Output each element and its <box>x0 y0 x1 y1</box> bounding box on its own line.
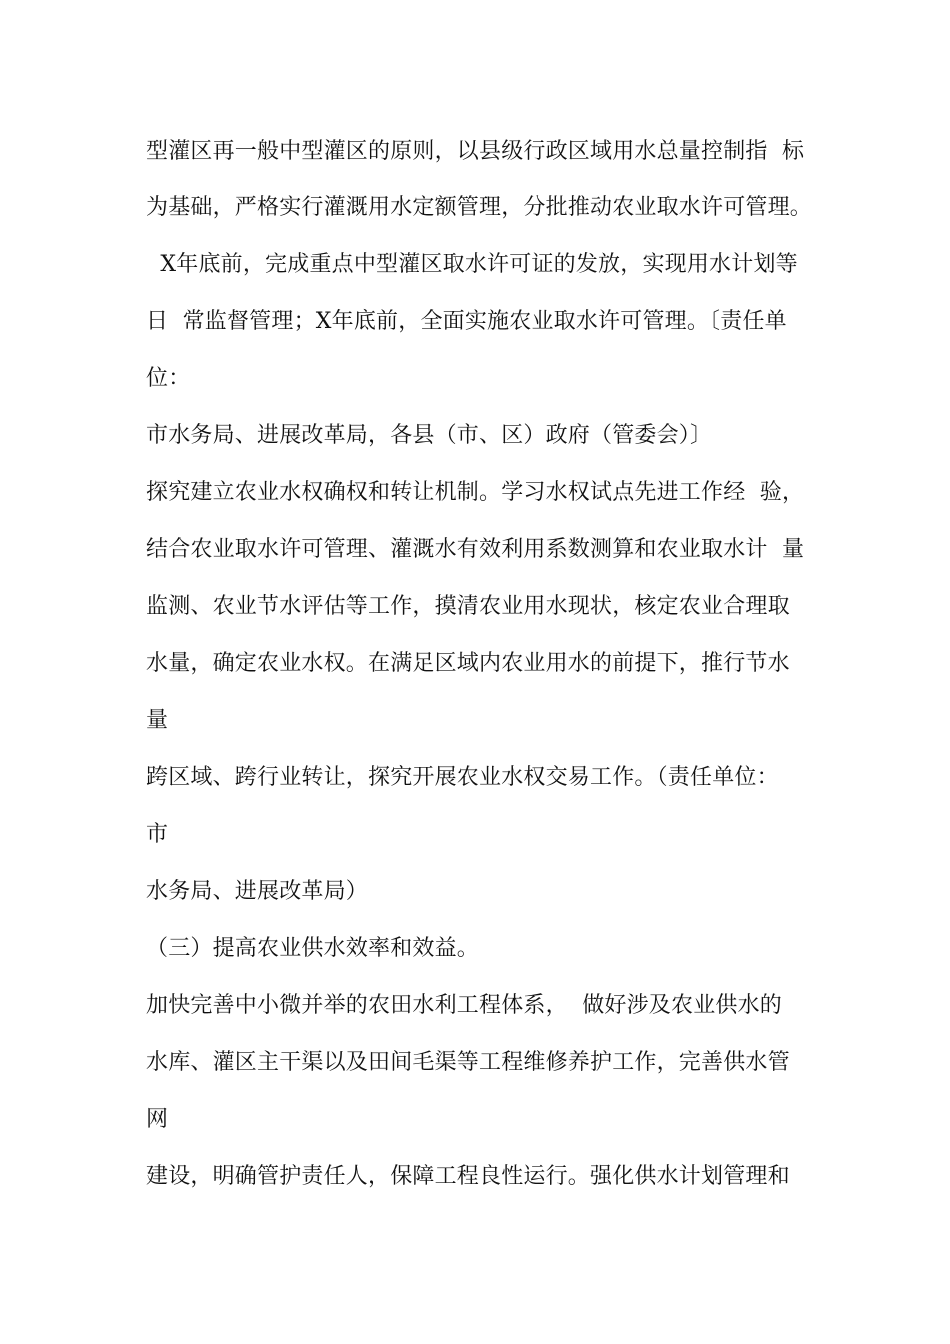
text-line: X年底前，完成重点中型灌区取水许可证的发放，实现用水计划等 <box>146 252 798 277</box>
text-line: 探究建立农业水权确权和转让机制。学习水权试点先进工作经 验， <box>146 480 805 505</box>
text-line: 网 <box>146 1107 169 1132</box>
text-line: 结合农业取水许可管理、灌溉水有效利用系数测算和农业取水计 量 <box>146 537 805 562</box>
text-line: 水库、灌区主干渠以及田间毛渠等工程维修养护工作，完善供水管 <box>146 1050 790 1075</box>
text-line: 建设，明确管护责任人，保障工程良性运行。强化供水计划管理和 <box>146 1164 790 1189</box>
text-line: 水量，确定农业水权。在满足区域内农业用水的前提下，推行节水 <box>146 651 790 676</box>
text-line: 加快完善中小微并举的农田水利工程体系， 做好涉及农业供水的 <box>146 993 782 1018</box>
text-line: 量 <box>146 708 169 733</box>
text-line: 跨区域、跨行业转让，探究开展农业水权交易工作。（责任单位： <box>146 765 779 790</box>
text-line: 日 常监督管理；X年底前，全面实施农业取水许可管理。〔责任单 <box>146 309 787 334</box>
text-line: 市 <box>146 822 169 847</box>
text-line: 型灌区再一般中型灌区的原则，以县级行政区域用水总量控制指 标 <box>146 139 805 164</box>
section-heading: （三）提高农业供水效率和效益。 <box>146 936 480 961</box>
text-line: 位： <box>146 366 191 391</box>
text-line: 为基础，严格实行灌溉用水定额管理，分批推动农业取水许可管理。 <box>146 195 813 220</box>
text-line: 市水务局、进展改革局，各县（市、区）政府（管委会）〕 <box>146 423 713 448</box>
text-line: 监测、农业节水评估等工作，摸清农业用水现状，核定农业合理取 <box>146 594 790 619</box>
text-line: 水务局、进展改革局） <box>146 879 369 904</box>
